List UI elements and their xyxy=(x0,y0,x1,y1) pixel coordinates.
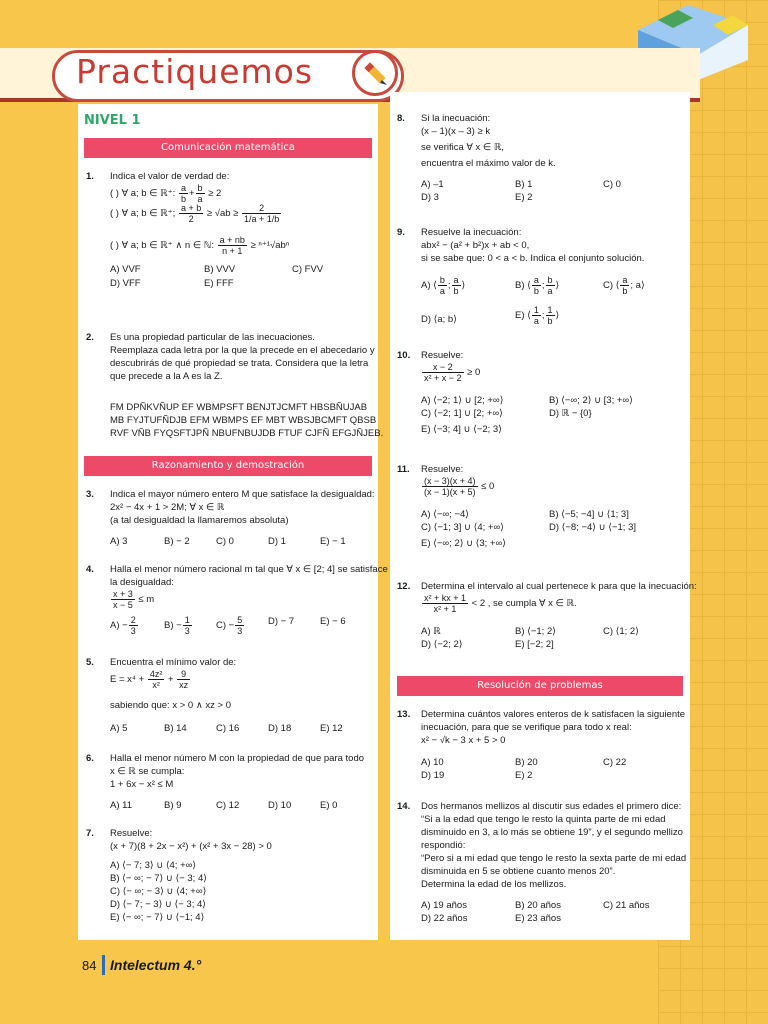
statement-2: ( ) ∀ a; b ∈ ℝ⁺; xyxy=(110,208,176,220)
option-e[interactable]: E) ⟨−3; 4] ∪ ⟨−2; 3⟩ xyxy=(421,424,502,435)
option-a[interactable]: A) 11 xyxy=(110,800,133,811)
option-e[interactable]: E) 2 xyxy=(515,770,533,781)
option-b[interactable]: B) VVV xyxy=(204,264,236,275)
question-line: Determina cuántos valores enteros de k satisfacen la siguiente xyxy=(421,709,686,720)
question-line: Resuelve: xyxy=(110,828,153,839)
option-c[interactable]: C) ⟨− ∞; − 3⟩ ∪ ⟨4; +∞⟩ xyxy=(110,886,207,897)
option-d[interactable]: D) ⟨a; b⟩ xyxy=(421,314,457,325)
option-d[interactable]: D) ⟨− 7; − 3⟩ ∪ ⟨− 3; 4⟩ xyxy=(110,899,206,910)
question-line: la desigualdad: xyxy=(110,577,174,588)
question-line: si se sabe que: 0 < a < b. Indica el conjunto solución. xyxy=(421,253,645,264)
inequality-rel: ≤ 0 xyxy=(481,481,495,493)
option-a[interactable]: A) 10 xyxy=(421,757,444,768)
option-e[interactable]: E) FFF xyxy=(204,278,234,289)
question-line: Indica el mayor número entero M que satisface la desigualdad: xyxy=(110,489,375,500)
question-number: 10. xyxy=(397,350,411,361)
option-d[interactable]: D) VFF xyxy=(110,278,141,289)
question-line: Resuelve la inecuación: xyxy=(421,227,522,238)
question-line: descubrirás de qué propiedad se trata. Considera que la letra xyxy=(110,358,369,369)
option-b[interactable]: B) 20 xyxy=(515,757,538,768)
option-c[interactable]: C) FVV xyxy=(292,264,324,275)
option-c[interactable]: C) 21 años xyxy=(603,900,650,911)
option-c[interactable]: C) ⟨−2; 1] ∪ [2; +∞⟩ xyxy=(421,408,503,419)
option-d[interactable]: D) 18 xyxy=(268,723,292,734)
option-a[interactable]: A) 19 años xyxy=(421,900,467,911)
question-number: 4. xyxy=(86,564,94,575)
option-b[interactable]: B) − $\frac{1}{3}$ xyxy=(164,615,190,636)
option-b[interactable]: B) ⟨ $\frac{a}{b}$ ; $\frac{b}{a}$ ⟩ xyxy=(515,275,560,296)
question-number: 7. xyxy=(86,828,94,839)
section-banner-problems: Resolución de problemas xyxy=(397,676,683,696)
question-line: (x – 1)(x – 3) ≥ k xyxy=(421,126,491,137)
option-c[interactable]: C) 12 xyxy=(216,800,240,811)
statement-3-rel: ≥ ⁿ⁺¹√abⁿ xyxy=(250,240,290,252)
question-line: Determina el intervalo al cual pertenece k para que la inecuación: xyxy=(421,581,697,592)
question-line: Es una propiedad particular de las inecuaciones. xyxy=(110,332,315,343)
question-line: abx² − (a² + b²)x + ab < 0, xyxy=(421,240,530,251)
question-line: que precede a la A es la Z. xyxy=(110,371,223,382)
page-number: 84 xyxy=(82,958,97,973)
option-d[interactable]: D) 1 xyxy=(268,536,286,547)
question-line: disminuida en 5 se obtiene cuanto menos 20”. xyxy=(421,866,616,877)
question-number: 14. xyxy=(397,801,411,812)
question-number: 8. xyxy=(397,113,405,124)
question-line: Determina la edad de los mellizos. xyxy=(421,879,567,890)
code-line: MB FYJTUFÑDJB EFM WBMPS EF MBT WBSJBCMFT QBSB xyxy=(110,415,377,426)
option-a[interactable]: A) ⟨−∞; −4⟩ xyxy=(421,509,469,520)
section-banner-reasoning: Razonamiento y demostración xyxy=(84,456,372,476)
option-b[interactable]: B) ⟨−1; 2⟩ xyxy=(515,626,556,637)
option-a[interactable]: A) − $\frac{2}{3}$ xyxy=(110,615,136,636)
option-d[interactable]: D) ⟨−8; −4⟩ ∪ ⟨−1; 3] xyxy=(549,522,636,533)
section-banner-communication: Comunicación matemática xyxy=(84,138,372,158)
option-a[interactable]: A) –1 xyxy=(421,179,444,190)
question-line: Resuelve: xyxy=(421,464,464,475)
option-a[interactable]: A) 5 xyxy=(110,723,128,734)
statement-2-rel: ≥ √ab ≥ xyxy=(206,208,239,220)
question-line: “Si a la edad que tengo le resto la quinta parte de mi edad xyxy=(421,814,666,825)
statement-3: ( ) ∀ a; b ∈ ℝ⁺ ∧ n ∈ ℕ: xyxy=(110,240,214,252)
condition-text: sabiendo que: x > 0 ∧ xz > 0 xyxy=(110,700,232,711)
question-line: 1 + 6x − x² ≤ M xyxy=(110,779,174,790)
option-b[interactable]: B) ⟨− ∞; − 7⟩ ∪ ⟨− 3; 4⟩ xyxy=(110,873,207,884)
question-number: 9. xyxy=(397,227,405,238)
option-c[interactable]: C) 16 xyxy=(216,723,240,734)
inequality-rel: ≥ 0 xyxy=(467,367,481,379)
question-number: 2. xyxy=(86,332,94,343)
option-c[interactable]: C) 0 xyxy=(216,536,234,547)
question-number: 5. xyxy=(86,657,94,668)
option-c[interactable]: C) ⟨1; 2⟩ xyxy=(603,626,639,637)
question-line: respondió: xyxy=(421,840,466,851)
option-e[interactable]: E) 0 xyxy=(320,800,338,811)
question-line: Reemplaza cada letra por la que la precede en el abecedario y xyxy=(110,345,375,356)
book-title: Intelectum 4.° xyxy=(110,957,202,973)
option-b[interactable]: B) 1 xyxy=(515,179,533,190)
question-line: disminuido en 3, a lo más se obtiene 19”, y el segundo mellizo xyxy=(421,827,683,838)
inequality-rel: ≤ m xyxy=(138,594,155,606)
option-b[interactable]: B) ⟨−5; −4] ∪ ⟨1; 3] xyxy=(549,509,629,520)
option-b[interactable]: B) 20 años xyxy=(515,900,561,911)
question-line: Encuentra el mínimo valor de: xyxy=(110,657,237,668)
code-line: RVF VÑB FYQSFTJPÑ NBUFNBUJDB FTUF CJFÑ EFGJÑJEB. xyxy=(110,428,384,439)
option-e[interactable]: E) ⟨−∞; 2⟩ ∪ ⟨3; +∞⟩ xyxy=(421,538,506,549)
option-b[interactable]: B) ⟨−∞; 2⟩ ∪ [3; +∞⟩ xyxy=(549,395,633,406)
option-c[interactable]: C) ⟨ $\frac{a}{b}$ ; a⟩ xyxy=(603,275,645,296)
question-line: Resuelve: xyxy=(421,350,464,361)
option-c[interactable]: C) − $\frac{5}{3}$ xyxy=(216,615,243,636)
option-e[interactable]: E) ⟨− ∞; − 7⟩ ∪ ⟨−1; 4⟩ xyxy=(110,912,205,923)
question-line: Halla el menor número M con la propiedad de que para todo xyxy=(110,753,365,764)
option-d[interactable]: D) 19 xyxy=(421,770,445,781)
question-number: 11. xyxy=(397,464,410,475)
option-b[interactable]: B) 14 xyxy=(164,723,187,734)
question-line: se verifica ∀ x ∈ ℝ, xyxy=(421,142,505,153)
option-d[interactable]: D) − 7 xyxy=(268,616,295,627)
option-a[interactable]: A) ℝ xyxy=(421,626,441,637)
statement-1-rel: ≥ 2 xyxy=(208,188,222,200)
option-d[interactable]: D) 22 años xyxy=(421,913,468,924)
expression: x² − √k − 3 x + 5 > 0 xyxy=(421,735,506,746)
option-b[interactable]: B) 9 xyxy=(164,800,182,811)
question-line: Dos hermanos mellizos al discutir sus edades el primero dice: xyxy=(421,801,682,812)
question-number: 13. xyxy=(397,709,411,720)
option-e[interactable]: E) − 1 xyxy=(320,536,346,547)
question-line: inecuación, para que se verifique para todo x real: xyxy=(421,722,632,733)
page-title: Practiquemos xyxy=(76,52,314,91)
level-heading: NIVEL 1 xyxy=(84,113,141,128)
question-line: Halla el menor número racional m tal que ∀ x ∈ [2; 4] se satisface xyxy=(110,564,388,575)
option-d[interactable]: D) 3 xyxy=(421,192,439,203)
option-c[interactable]: C) ⟨−1; 3] ∪ ⟨4; +∞⟩ xyxy=(421,522,504,533)
question-number: 3. xyxy=(86,489,94,500)
option-a[interactable]: A) 3 xyxy=(110,536,128,547)
option-c[interactable]: C) 0 xyxy=(603,179,621,190)
option-e[interactable]: E) [−2; 2] xyxy=(515,639,554,650)
option-a[interactable]: A) ⟨− 7; 3⟩ ∪ ⟨4; +∞⟩ xyxy=(110,860,197,871)
option-d[interactable]: D) ⟨−2; 2⟩ xyxy=(421,639,463,650)
question-line: Si la inecuación: xyxy=(421,113,491,124)
option-c[interactable]: C) 22 xyxy=(603,757,627,768)
option-e[interactable]: E) ⟨ $\frac{1}{a}$ ; $\frac{1}{b}$ ⟩ xyxy=(515,305,560,326)
question-line: x ∈ ℝ se cumpla: xyxy=(110,766,185,777)
expression: (x + 7)(8 + 2x − x²) + (x² + 3x − 28) > 0 xyxy=(110,841,272,852)
pencil-icon xyxy=(352,50,398,96)
question-number: 6. xyxy=(86,753,94,764)
question-number: 12. xyxy=(397,581,411,592)
option-e[interactable]: E) 2 xyxy=(515,192,533,203)
option-e[interactable]: E) − 6 xyxy=(320,616,346,627)
question-number: 1. xyxy=(86,171,94,182)
option-e[interactable]: E) 23 años xyxy=(515,913,561,924)
code-line: FM DPÑKVÑUP EF WBMPSFT BENJTJCMFT HBSBÑUJAB xyxy=(110,402,368,413)
option-a[interactable]: A) ⟨−2; 1⟩ ∪ [2; +∞⟩ xyxy=(421,395,504,406)
option-d[interactable]: D) ℝ − {0} xyxy=(549,408,592,419)
question-line: “Pero si a mi edad que tengo le resto la sexta parte de mi edad xyxy=(421,853,687,864)
option-e[interactable]: E) 12 xyxy=(320,723,343,734)
question-line: encuentra el máximo valor de k. xyxy=(421,158,556,169)
question-line: (a tal desigualdad la llamaremos absoluta) xyxy=(110,515,289,526)
option-d[interactable]: D) 10 xyxy=(268,800,292,811)
question-text: Indica el valor de verdad de: xyxy=(110,171,230,182)
question-line: 2x² − 4x + 1 > 2M; ∀ x ∈ ℝ xyxy=(110,502,225,513)
option-a[interactable]: A) ⟨ $\frac{b}{a}$ ; $\frac{a}{b}$ ⟩ xyxy=(421,275,466,296)
statement-1: ( ) ∀ a; b ∈ ℝ⁺: xyxy=(110,188,176,200)
inequality-rel: < 2 , se cumpla ∀ x ∈ ℝ. xyxy=(471,598,577,610)
option-a[interactable]: A) VVF xyxy=(110,264,141,275)
footer-divider xyxy=(102,955,105,975)
option-b[interactable]: B) − 2 xyxy=(164,536,190,547)
